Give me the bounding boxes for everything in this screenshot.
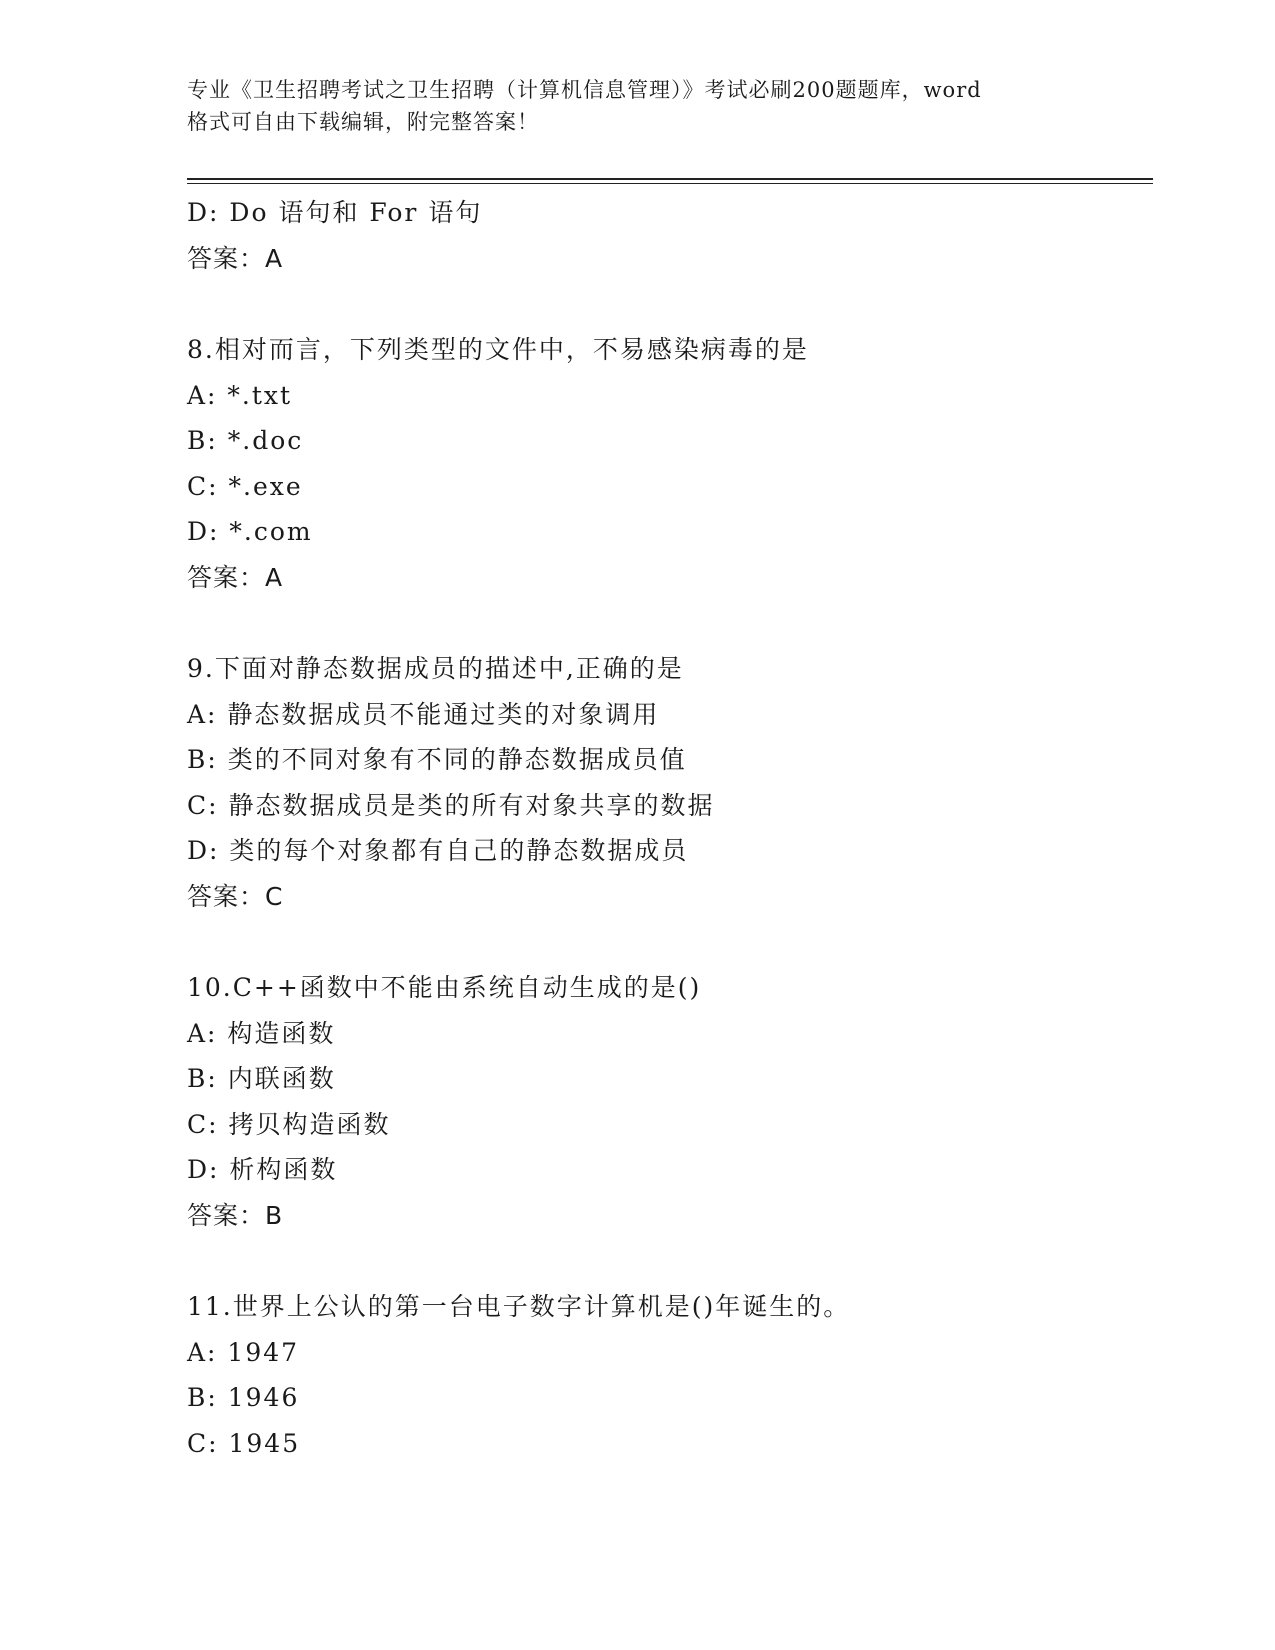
header-divider-thick xyxy=(187,178,1153,180)
answer-line: 答案：B xyxy=(187,1200,284,1230)
option-a: A: *.txt xyxy=(187,380,293,410)
question-11 xyxy=(187,1284,1147,1466)
option-a: A: 构造函数 xyxy=(187,1018,336,1048)
question-stem: 8.相对而言，下列类型的文件中，不易感染病毒的是 xyxy=(187,335,809,364)
option-d: D: 析构函数 xyxy=(187,1155,338,1184)
question-stem: 11.世界上公认的第一台电子数字计算机是()年诞生的。 xyxy=(187,1292,851,1321)
answer-line: 答案：C xyxy=(187,881,284,911)
document-header xyxy=(187,74,1087,138)
header-divider-thin xyxy=(187,183,1153,184)
option-a: A: 1947 xyxy=(187,1337,300,1367)
option-c: C: 1945 xyxy=(187,1428,301,1458)
header-line-2: 格式可自由下载编辑，附完整答案！ xyxy=(187,110,539,134)
answer-line: 答案：A xyxy=(187,243,284,273)
question-7-tail xyxy=(187,190,1147,281)
option-d: D: Do 语句和 For 语句 xyxy=(187,198,483,227)
option-c: C: 拷贝构造函数 xyxy=(187,1109,391,1139)
question-stem: 9.下面对静态数据成员的描述中,正确的是 xyxy=(187,654,684,683)
option-d: D: 类的每个对象都有自己的静态数据成员 xyxy=(187,836,689,865)
answer-line: 答案：A xyxy=(187,562,284,592)
header-line-1: 专业《卫生招聘考试之卫生招聘（计算机信息管理）》考试必刷200题题库，word xyxy=(187,78,982,102)
option-d: D: *.com xyxy=(187,517,313,546)
question-10 xyxy=(187,965,1147,1238)
option-b: B: 内联函数 xyxy=(187,1064,336,1093)
question-8 xyxy=(187,327,1147,600)
question-stem: 10.C++函数中不能由系统自动生成的是() xyxy=(187,973,702,1002)
option-c: C: *.exe xyxy=(187,471,303,501)
option-b: B: 1946 xyxy=(187,1383,300,1412)
option-a: A: 静态数据成员不能通过类的对象调用 xyxy=(187,699,660,729)
option-c: C: 静态数据成员是类的所有对象共享的数据 xyxy=(187,790,715,820)
option-b: B: *.doc xyxy=(187,426,304,455)
option-b: B: 类的不同对象有不同的静态数据成员值 xyxy=(187,745,687,774)
question-list xyxy=(187,190,1147,1466)
question-9 xyxy=(187,646,1147,919)
